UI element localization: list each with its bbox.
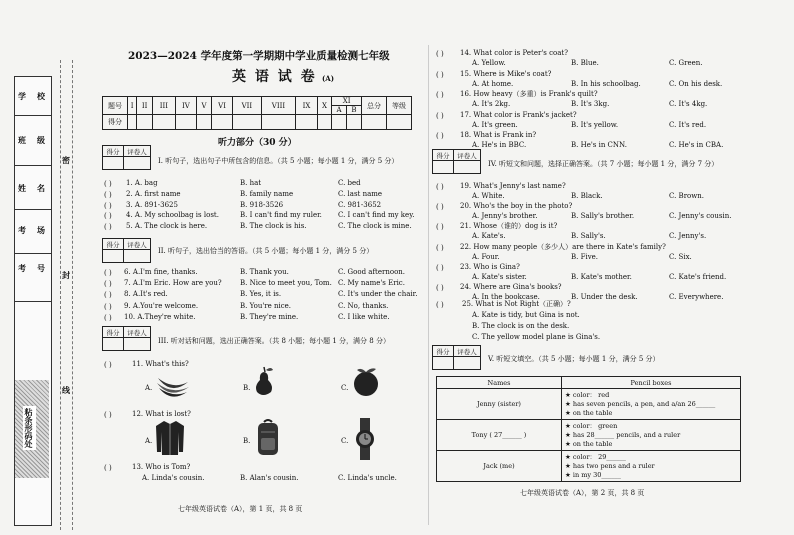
grader-score-label: 得分 bbox=[103, 327, 124, 338]
pencil-box-table bbox=[436, 376, 741, 482]
footer-right: 七年级英语试卷（A），第 2 页，共 8 页 bbox=[520, 489, 645, 497]
question-option-c: C. My name's Eric. bbox=[338, 279, 405, 288]
question-option-b: B. family name bbox=[240, 189, 294, 198]
question-option-b: B. Under the desk. bbox=[571, 293, 638, 301]
seal-char-2: 封 bbox=[62, 270, 70, 280]
grader-reviewer-label: 评卷人 bbox=[124, 239, 151, 250]
score-cell[interactable] bbox=[332, 115, 347, 130]
footer-left: 七年级英语试卷（A），第 1 页，共 8 页 bbox=[178, 505, 303, 513]
answer-paren[interactable]: ( ) bbox=[104, 212, 112, 221]
grader-reviewer-label: 评卷人 bbox=[124, 146, 151, 157]
question-text: 21. Whose（谁的）dog is it? bbox=[460, 222, 558, 231]
q11-option-a: A. bbox=[145, 384, 153, 392]
examno-label-1: 考 bbox=[18, 263, 26, 273]
question-option-a: A. It's 2kg. bbox=[472, 100, 511, 108]
grader-score-label: 得分 bbox=[433, 150, 454, 161]
question-option-b: B. Black. bbox=[571, 192, 603, 200]
grader-score-cell[interactable] bbox=[103, 157, 124, 170]
score-head-11b: B bbox=[346, 106, 361, 115]
q25-option-b: B. The clock is on the desk. bbox=[472, 322, 570, 330]
examno-label-2: 号 bbox=[37, 263, 45, 273]
question-option-a: 8. A.It's red. bbox=[124, 290, 168, 299]
question-option-b: B. It's 3kg. bbox=[571, 100, 610, 108]
question-option-c: C. I like white. bbox=[338, 312, 390, 321]
answer-paren[interactable]: ( ) bbox=[436, 243, 444, 252]
grader-reviewer-cell[interactable] bbox=[454, 357, 481, 370]
question-option-c: C. Kate's friend. bbox=[669, 272, 727, 281]
question-option-c: C. Everywhere. bbox=[669, 293, 724, 301]
score-cell[interactable] bbox=[317, 115, 332, 130]
answer-paren[interactable]: ( ) bbox=[104, 291, 112, 300]
pencil-header-boxes: Pencil boxes bbox=[562, 377, 741, 389]
question-option-b: B. Yes, it is. bbox=[240, 290, 282, 299]
question-option-c: C. I can't find my key. bbox=[338, 211, 415, 220]
grader-score-cell[interactable] bbox=[433, 357, 454, 370]
orange-icon bbox=[351, 366, 381, 398]
question-option-c: C. It's 4kg. bbox=[669, 100, 708, 108]
answer-paren[interactable]: ( ) bbox=[104, 223, 112, 232]
score-head-total: 总分 bbox=[362, 97, 387, 115]
question-option-b: B. 918-3526 bbox=[240, 200, 284, 209]
grader-box-2 bbox=[102, 238, 151, 263]
grader-score-cell[interactable] bbox=[103, 250, 124, 263]
grader-box-1 bbox=[102, 145, 151, 170]
q13-option-c: C. Linda's uncle. bbox=[338, 474, 397, 482]
pencil-row-name: Jack (me) bbox=[437, 451, 562, 482]
class-cell bbox=[15, 115, 51, 166]
class-label-1: 班 bbox=[18, 135, 26, 145]
exam-room-cell bbox=[15, 209, 51, 254]
question-option-b: B. Five. bbox=[571, 252, 599, 261]
section-5-instruction: V. 听短文填空。（共 5 小题；每小题 1 分，满分 5 分） bbox=[488, 355, 660, 363]
pencil-row bbox=[437, 389, 741, 420]
grader-reviewer-cell[interactable] bbox=[124, 250, 151, 263]
grader-score-label: 得分 bbox=[433, 346, 454, 357]
score-cell[interactable] bbox=[346, 115, 361, 130]
question-option-b: B. Nice to meet you, Tom. bbox=[240, 279, 332, 288]
bananas-icon bbox=[155, 370, 191, 400]
score-cell[interactable] bbox=[211, 115, 232, 130]
pencil-line: ★ on the table bbox=[565, 439, 613, 448]
score-row-label: 得分 bbox=[103, 115, 128, 130]
school-label-2: 校 bbox=[37, 91, 45, 101]
answer-paren[interactable]: ( ) bbox=[104, 302, 112, 311]
q25-option-a: A. Kate is tidy, but Gina is not. bbox=[472, 311, 580, 319]
question-option-a: 7. A.I'm Eric. How are you? bbox=[124, 279, 222, 288]
answer-paren[interactable]: ( ) bbox=[436, 70, 444, 79]
question-option-a: 9. A.You're welcome. bbox=[124, 301, 199, 310]
question-text: 19. What's Jenny's last name? bbox=[460, 182, 566, 190]
score-head-6: VI bbox=[211, 97, 232, 115]
section-1-instruction: I. 听句子，选出句子中所包含的信息。（共 5 小题；每小题 1 分，满分 5 分） bbox=[158, 157, 399, 165]
question-option-c: C. 981-3652 bbox=[338, 200, 382, 209]
score-head-1: I bbox=[128, 97, 137, 115]
answer-paren[interactable]: ( ) bbox=[436, 263, 444, 272]
q11-option-c: C. bbox=[341, 384, 349, 392]
question-option-b: B. I can't find my ruler. bbox=[240, 211, 322, 220]
grader-reviewer-label: 评卷人 bbox=[454, 346, 481, 357]
question-option-a: A. Jenny's brother. bbox=[472, 212, 538, 221]
answer-paren[interactable]: ( ) bbox=[436, 183, 444, 191]
question-option-c: C. Green. bbox=[669, 59, 703, 67]
name-label-2: 名 bbox=[37, 183, 45, 193]
score-head-7: VII bbox=[233, 97, 261, 115]
answer-paren-25[interactable]: ( ) bbox=[436, 301, 444, 309]
grader-box-3 bbox=[102, 326, 151, 351]
question-text: 17. What color is Frank's jacket? bbox=[460, 110, 577, 119]
room-label-1: 考 bbox=[18, 225, 26, 235]
question-text: 14. What color is Peter's coat? bbox=[460, 49, 568, 57]
question-13: 13. Who is Tom? bbox=[132, 463, 191, 471]
grader-reviewer-label: 评卷人 bbox=[124, 327, 151, 338]
grader-reviewer-cell[interactable] bbox=[124, 157, 151, 170]
question-option-c: C. The clock is mine. bbox=[338, 222, 412, 231]
question-option-b: B. He's in CNN. bbox=[571, 141, 627, 149]
question-option-b: B. Kate's mother. bbox=[571, 272, 632, 281]
question-option-b: B. They're mine. bbox=[240, 312, 299, 321]
question-option-c: C. bed bbox=[338, 179, 361, 187]
q12-option-b: B. bbox=[243, 437, 251, 445]
question-text: 16. How heavy（多重）is Frank's quilt? bbox=[460, 90, 598, 98]
question-option-c: C. No, thanks. bbox=[338, 301, 389, 310]
answer-paren[interactable]: ( ) bbox=[436, 132, 444, 140]
answer-paren-11[interactable]: ( ) bbox=[104, 361, 112, 369]
pencil-row bbox=[437, 451, 741, 482]
score-head-5: V bbox=[197, 97, 212, 115]
seal-char-1: 密 bbox=[62, 155, 70, 165]
grader-reviewer-cell[interactable] bbox=[454, 161, 481, 174]
question-text: 20. Who's the boy in the photo? bbox=[460, 202, 573, 211]
question-option-c: C. Jenny's. bbox=[669, 232, 707, 241]
answer-paren[interactable]: ( ) bbox=[104, 313, 112, 322]
question-option-c: C. last name bbox=[338, 189, 383, 198]
grader-score-label: 得分 bbox=[103, 146, 124, 157]
answer-paren[interactable]: ( ) bbox=[436, 91, 444, 99]
pencil-line: ★ has two pens and a ruler bbox=[565, 461, 655, 470]
backpack-icon bbox=[253, 418, 283, 458]
question-option-b: B. Sally's. bbox=[571, 232, 606, 241]
pencil-row bbox=[437, 420, 741, 451]
section-3-instruction: III. 听对话和问题，选出正确答案。（共 8 小题；每小题 1 分，满分 8 分） bbox=[158, 337, 390, 345]
question-25: 25. What is Not Right（正确）? bbox=[462, 300, 571, 308]
page-divider bbox=[428, 45, 429, 525]
q11-option-b: B. bbox=[243, 384, 251, 392]
question-option-a: A. In the bookcase. bbox=[472, 293, 540, 301]
score-head-10: X bbox=[317, 97, 332, 115]
question-text: 15. Where is Mike's coat? bbox=[460, 69, 552, 78]
school-label-1: 学 bbox=[18, 91, 26, 101]
answer-paren[interactable]: ( ) bbox=[436, 203, 444, 212]
listening-title: 听力部分（30 分） bbox=[218, 138, 297, 148]
question-text: 24. Where are Gina's books? bbox=[460, 283, 562, 291]
question-option-a: 4. A. My schoolbag is lost. bbox=[126, 211, 219, 220]
answer-paren[interactable]: ( ) bbox=[436, 284, 444, 292]
score-cell[interactable] bbox=[261, 115, 296, 130]
score-table bbox=[102, 96, 412, 130]
answer-paren-12[interactable]: ( ) bbox=[104, 411, 112, 419]
score-head-9: IX bbox=[296, 97, 317, 115]
q12-option-c: C. bbox=[341, 437, 349, 445]
score-cell[interactable] bbox=[153, 115, 176, 130]
question-option-b: B. Sally's brother. bbox=[571, 212, 635, 221]
pencil-line-blank-26[interactable]: ★ has seven pencils, a pen, and a/an 26______ bbox=[565, 399, 716, 408]
score-head-4: IV bbox=[175, 97, 196, 115]
score-cell[interactable] bbox=[137, 115, 153, 130]
pencil-line-blank-28[interactable]: ★ has 28______ pencils, and a ruler bbox=[565, 430, 681, 439]
barcode-label: 粘条形码处 bbox=[24, 408, 34, 448]
pencil-line: ★ color： green bbox=[565, 421, 618, 430]
grader-reviewer-cell[interactable] bbox=[124, 338, 151, 351]
score-head-label: 题号 bbox=[103, 97, 128, 115]
answer-paren[interactable]: ( ) bbox=[436, 50, 444, 58]
pencil-row-name-blank-27[interactable]: Tony ( 27______ ) bbox=[437, 420, 562, 451]
exam-title: 2023—2024 学年度第一学期期中学业质量检测七年级 bbox=[128, 50, 390, 62]
exam-version: (A) bbox=[322, 74, 335, 83]
exam-subtitle: 英 语 试 卷 bbox=[232, 69, 317, 85]
question-option-a: A. At home. bbox=[472, 79, 514, 88]
score-head-11a: A bbox=[332, 106, 347, 115]
question-text: 18. What is Frank in? bbox=[460, 131, 537, 139]
question-option-c: C. It's red. bbox=[669, 120, 707, 129]
school-cell bbox=[15, 77, 51, 116]
question-option-a: A. It's green. bbox=[472, 120, 518, 129]
score-head-2: II bbox=[137, 97, 153, 115]
score-cell[interactable] bbox=[128, 115, 137, 130]
grader-box-4 bbox=[432, 149, 481, 174]
question-option-b: B. You're nice. bbox=[240, 301, 292, 310]
question-option-a: A. He's in BBC. bbox=[472, 141, 527, 149]
question-option-a: A. White. bbox=[472, 192, 505, 200]
question-option-b: B. Thank you. bbox=[240, 268, 289, 276]
class-label-2: 级 bbox=[37, 135, 45, 145]
question-option-b: B. Blue. bbox=[571, 59, 599, 67]
question-option-a: A. Kate's. bbox=[472, 232, 506, 241]
question-option-c: C. Six. bbox=[669, 252, 692, 261]
seal-char-3: 线 bbox=[62, 385, 70, 395]
question-option-a: 3. A. 891-3625 bbox=[126, 200, 178, 209]
question-text: 22. How many people（多少人）are there in Kate's family? bbox=[460, 242, 666, 251]
pencil-line-blank-29[interactable]: ★ color： 29______ bbox=[565, 452, 626, 461]
score-cell[interactable] bbox=[387, 115, 412, 130]
answer-paren[interactable]: ( ) bbox=[104, 280, 112, 289]
question-text: 23. Who is Gina? bbox=[460, 262, 520, 271]
question-option-b: B. In his schoolbag. bbox=[571, 79, 641, 88]
question-option-a: 6. A.I'm fine, thanks. bbox=[124, 268, 198, 276]
q25-option-c: C. The yellow model plane is Gina's. bbox=[472, 333, 601, 341]
q13-option-b: B. Alan's cousin. bbox=[240, 474, 299, 482]
score-head-11: XI bbox=[332, 97, 362, 106]
seal-line-2 bbox=[72, 60, 73, 530]
question-option-c: C. Brown. bbox=[669, 192, 704, 200]
section-4-instruction: IV. 听短文和问题，选择正确答案。（共 7 小题；每小题 1 分，满分 7 分） bbox=[488, 160, 719, 168]
question-option-c: C. He's in CBA. bbox=[669, 141, 724, 149]
grader-score-cell[interactable] bbox=[433, 161, 454, 174]
answer-paren[interactable]: ( ) bbox=[104, 190, 112, 199]
question-option-c: C. Good afternoon. bbox=[338, 268, 406, 276]
score-cell[interactable] bbox=[197, 115, 212, 130]
section-2-instruction: II. 听句子，选出恰当的答语。（共 5 小题；每小题 1 分，满分 5 分） bbox=[158, 247, 374, 255]
question-option-b: B. hat bbox=[240, 179, 262, 187]
question-option-a: 5. A. The clock is here. bbox=[126, 222, 208, 231]
question-option-a: A. Four. bbox=[472, 252, 500, 261]
pencil-line-blank-30[interactable]: ★ in my 30______ bbox=[565, 470, 621, 479]
jacket-icon bbox=[154, 418, 186, 458]
question-option-b: B. The clock is his. bbox=[240, 222, 307, 231]
question-option-a: A. Yellow. bbox=[472, 59, 506, 67]
question-option-a: A. Kate's sister. bbox=[472, 272, 527, 281]
q13-option-a: A. Linda's cousin. bbox=[142, 474, 205, 482]
question-option-b: B. It's yellow. bbox=[571, 120, 619, 129]
q12-option-a: A. bbox=[145, 437, 153, 445]
score-head-8: VIII bbox=[261, 97, 296, 115]
score-head-grade: 等级 bbox=[387, 97, 412, 115]
seal-line bbox=[60, 60, 61, 530]
question-option-c: C. On his desk. bbox=[669, 79, 723, 88]
question-option-a: 1. A. bag bbox=[126, 179, 158, 187]
question-option-c: C. It's under the chair. bbox=[338, 290, 418, 299]
room-label-2: 场 bbox=[37, 225, 45, 235]
answer-paren[interactable]: ( ) bbox=[104, 180, 112, 188]
name-cell bbox=[15, 165, 51, 210]
score-cell[interactable] bbox=[233, 115, 261, 130]
grader-reviewer-label: 评卷人 bbox=[454, 150, 481, 161]
answer-paren[interactable]: ( ) bbox=[104, 201, 112, 210]
pencil-line: ★ on the table bbox=[565, 408, 613, 417]
pencil-line: ★ color： red bbox=[565, 390, 610, 399]
question-option-c: C. Jenny's cousin. bbox=[669, 212, 732, 221]
score-cell[interactable] bbox=[175, 115, 196, 130]
name-label-1: 姓 bbox=[18, 183, 26, 193]
grader-score-label: 得分 bbox=[103, 239, 124, 250]
question-11: 11. What's this? bbox=[132, 360, 189, 368]
score-cell[interactable] bbox=[296, 115, 317, 130]
pencil-header-names: Names bbox=[437, 377, 562, 389]
score-cell[interactable] bbox=[362, 115, 387, 130]
answer-paren-13[interactable]: ( ) bbox=[104, 464, 112, 472]
pencil-row-name: Jenny (sister) bbox=[437, 389, 562, 420]
question-option-a: 10. A.They're white. bbox=[124, 312, 196, 321]
answer-paren[interactable]: ( ) bbox=[104, 269, 112, 277]
watch-icon bbox=[353, 418, 377, 460]
score-head-3: III bbox=[153, 97, 176, 115]
question-12: 12. What is lost? bbox=[132, 410, 191, 418]
exam-number-cell bbox=[15, 253, 51, 302]
answer-paren[interactable]: ( ) bbox=[436, 111, 444, 120]
grader-box-5 bbox=[432, 345, 481, 370]
pear-icon bbox=[251, 364, 277, 398]
grader-score-cell[interactable] bbox=[103, 338, 124, 351]
question-option-a: 2. A. first name bbox=[126, 189, 181, 198]
answer-paren[interactable]: ( ) bbox=[436, 223, 444, 232]
